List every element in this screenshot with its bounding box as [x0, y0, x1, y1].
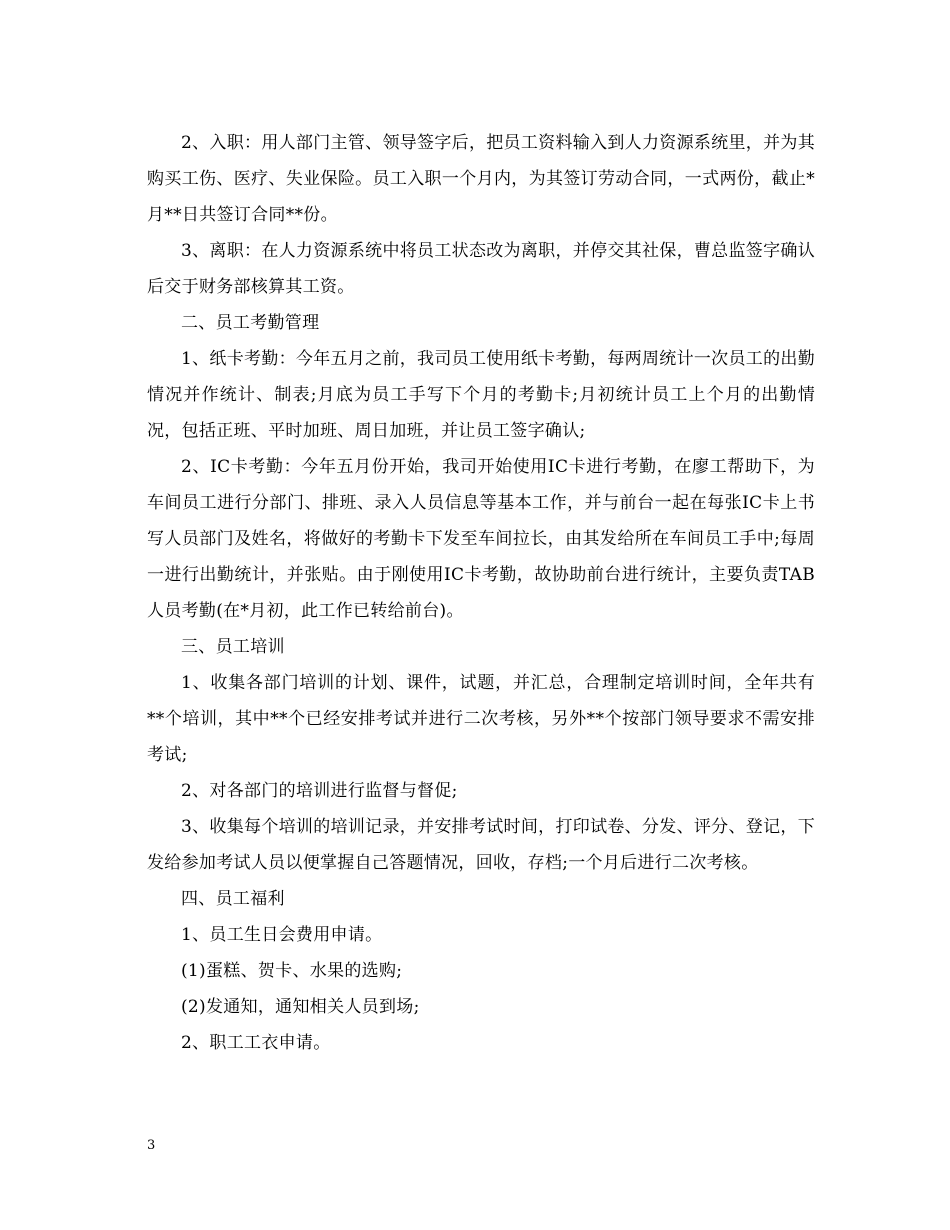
paragraph-training-records: 3、收集每个培训的培训记录，并安排考试时间，打印试卷、分发、评分、登记，下发给参加考试人员以便掌握自己答题情况，回收，存档;一个月后进行二次考核。 — [147, 817, 815, 873]
section-heading-attendance: 二、员工考勤管理 — [181, 313, 320, 333]
section-heading-welfare: 四、员工福利 — [181, 889, 285, 909]
page-number: 3 — [147, 1138, 156, 1153]
paragraph-ic-card-attendance: 2、IC卡考勤：今年五月份开始，我司开始使用IC卡进行考勤，在廖工帮助下，为车间员工进行分部门、排班、录入人员信息等基本工作，并与前台一起在每张IC卡上书写人员部门及姓名，将做好的考勤卡下发至车间拉长，由其发给所在车间员工手中;每周一进行出勤统计，并张贴。由于刚使用IC卡考勤，故协助前台进行统计，主要负责TAB人员考勤(在*月初，此工作已转给前台)。 — [147, 457, 815, 621]
section-heading-training: 三、员工培训 — [181, 637, 285, 657]
document-body — [147, 125, 815, 1061]
paragraph-birthday-party: 1、员工生日会费用申请。 — [181, 925, 383, 945]
paragraph-paper-card-attendance: 1、纸卡考勤：今年五月之前，我司员工使用纸卡考勤，每两周统计一次员工的出勤情况并作统计、制表;月底为员工手写下个月的考勤卡;月初统计员工上个月的出勤情况，包括正班、平时加班、周日加班，并让员工签字确认; — [147, 349, 815, 441]
paragraph-training-supervision: 2、对各部门的培训进行监督与督促; — [181, 781, 458, 801]
list-item-cake-purchase: (1)蛋糕、贺卡、水果的选购; — [181, 961, 403, 981]
paragraph-training-collection: 1、收集各部门培训的计划、课件，试题，并汇总，合理制定培训时间，全年共有**个培训，其中**个已经安排考试并进行二次考核，另外**个按部门领导要求不需安排考试; — [147, 673, 815, 765]
paragraph-work-clothes: 2、职工工衣申请。 — [181, 1033, 331, 1053]
paragraph-resignation: 3、离职：在人力资源系统中将员工状态改为离职，并停交其社保，曹总监签字确认后交于财务部核算其工资。 — [147, 241, 815, 297]
paragraph-onboarding: 2、入职：用人部门主管、领导签字后，把员工资料输入到人力资源系统里，并为其购买工伤、医疗、失业保险。员工入职一个月内，为其签订劳动合同，一式两份，截止*月**日共签订合同**份。 — [147, 133, 815, 225]
list-item-notification: (2)发通知，通知相关人员到场; — [181, 997, 420, 1017]
